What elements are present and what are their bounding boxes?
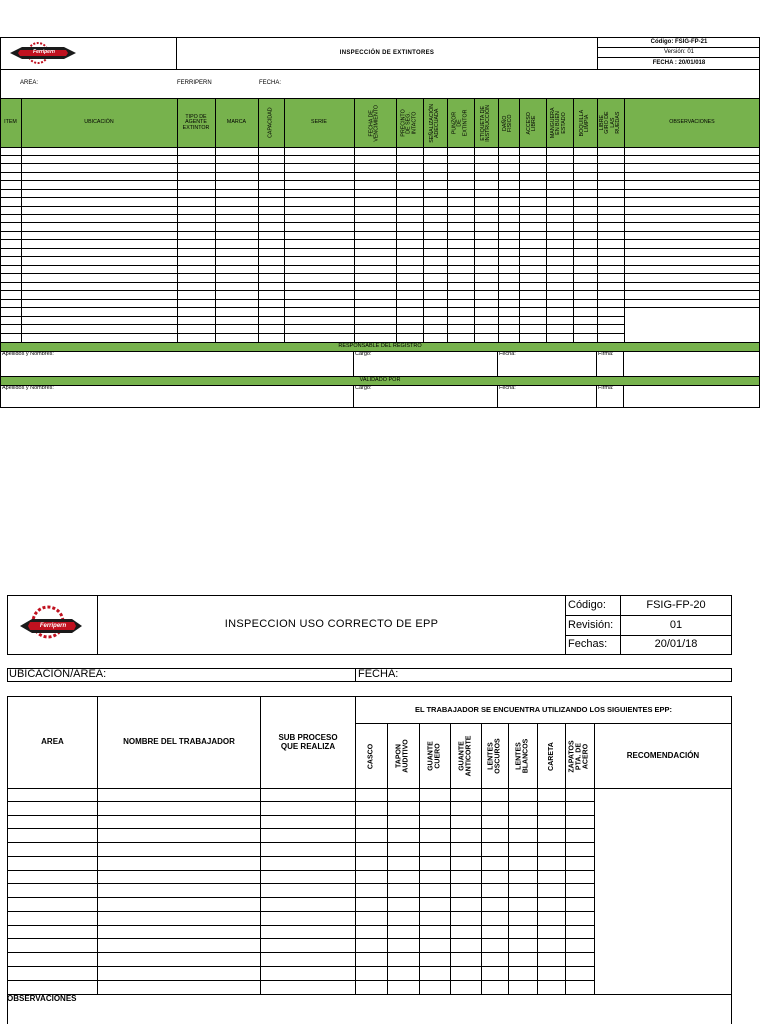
form-title: INSPECCIÓN DE EXTINTORES [339,50,435,57]
area-value: FERRIPERN [177,79,212,86]
revision-label: Revisión: [568,619,614,632]
epp-item-header: LENTES OSCUROS [487,738,502,774]
code-label: Código: FSIG-FP-21 [650,38,708,45]
col-subprocess: SUB PROCESO QUE REALIZA [278,733,338,751]
company-logo-epp [18,602,84,646]
location-area-label: UBICACION/AREA: [9,669,107,681]
column-header: MARCA [226,119,247,126]
epp-item-header: ZAPATOS PTA. DE ACERO [569,739,590,773]
responsable-name-label: Apellidos y Nombres: [2,351,54,357]
epp-item-header: CARETA [547,741,555,771]
column-header: MANGUERA EN BUEN ESTADO [550,107,568,139]
col-recommendation: RECOMENDACIÓN [626,750,700,760]
dates-value: 20/01/18 [654,638,698,651]
epp-item-header: GUANTE CUERO [427,741,442,771]
logo-text: Ferripern [33,49,55,56]
column-header: PUNZOR DE EXTINTOR [451,109,469,137]
column-header: OBSERVACIONES [669,119,715,126]
code-label: Código: [568,599,606,612]
column-header: LIBRE GIRO DE LAS RUEDAS [598,111,621,135]
date-label: FECHA: [259,79,282,86]
column-header: UBICACIÓN [84,119,114,126]
code-value: FSIG-FP-20 [646,599,706,612]
revision-value: 01 [669,619,683,632]
responsable-firma-label: Firma: [598,351,614,357]
responsable-heading: RESPONSABLE DEL REGISTRO [338,342,422,349]
doc-date-label: FECHA : 20/01/018 [652,59,706,66]
epp-item-header: LENTES BLANCOS [515,738,530,774]
validado-cargo-label: Cargo: [355,385,372,391]
column-header: SEÑALIZACIÓN ADECUADA [428,103,441,143]
column-header: BOQUILLA LIMPIA [578,109,591,137]
form-title: INSPECCION USO CORRECTO DE EPP [224,618,439,631]
logo-text: Ferripern [39,622,67,629]
area-label: AREA: [20,79,39,86]
validado-fecha-label: Fecha: [499,385,516,391]
column-header: PRECINTO DE SEG. INTACTO [400,109,418,137]
validado-name-label: Apellidos y Nombres: [2,385,54,391]
column-header: DAÑO FISICO [502,114,514,132]
column-header: SERIE [311,119,327,126]
col-area: AREA [41,737,64,747]
responsable-fecha-label: Fecha: [499,351,516,357]
column-header: CAPACIDAD [267,107,274,139]
observations-label: OBSERVACIONES [7,995,77,1004]
column-header: ETIQUETA DE INSTRUCCIÓN [479,104,491,142]
date-label: FECHA: [358,669,399,681]
epp-item-header: CASCO [367,743,375,769]
epp-item-header: TAPON AUDITIVO [396,739,411,773]
epp-group-header: EL TRABAJADOR SE ENCUENTRA UTILIZANDO LOS SIGUIENTES EPP: [414,705,673,715]
column-header: FECHA DE VENCIMIENTO [368,104,380,142]
responsable-cargo-label: Cargo: [355,351,372,357]
validado-firma-label: Firma: [598,385,614,391]
epp-item-header: GUANTE ANTICORTE [458,735,473,777]
column-header: TIPO DE AGENTE EXTINTOR [182,113,210,131]
version-label: Versión: 01 [663,48,695,55]
col-worker-name: NOMBRE DEL TRABAJADOR [123,737,235,747]
validado-heading: VALIDADO POR [359,376,401,383]
dates-label: Fechas: [568,638,608,651]
column-header: ACCESO LIBRE [526,111,538,135]
column-header: ITEM [4,119,17,126]
